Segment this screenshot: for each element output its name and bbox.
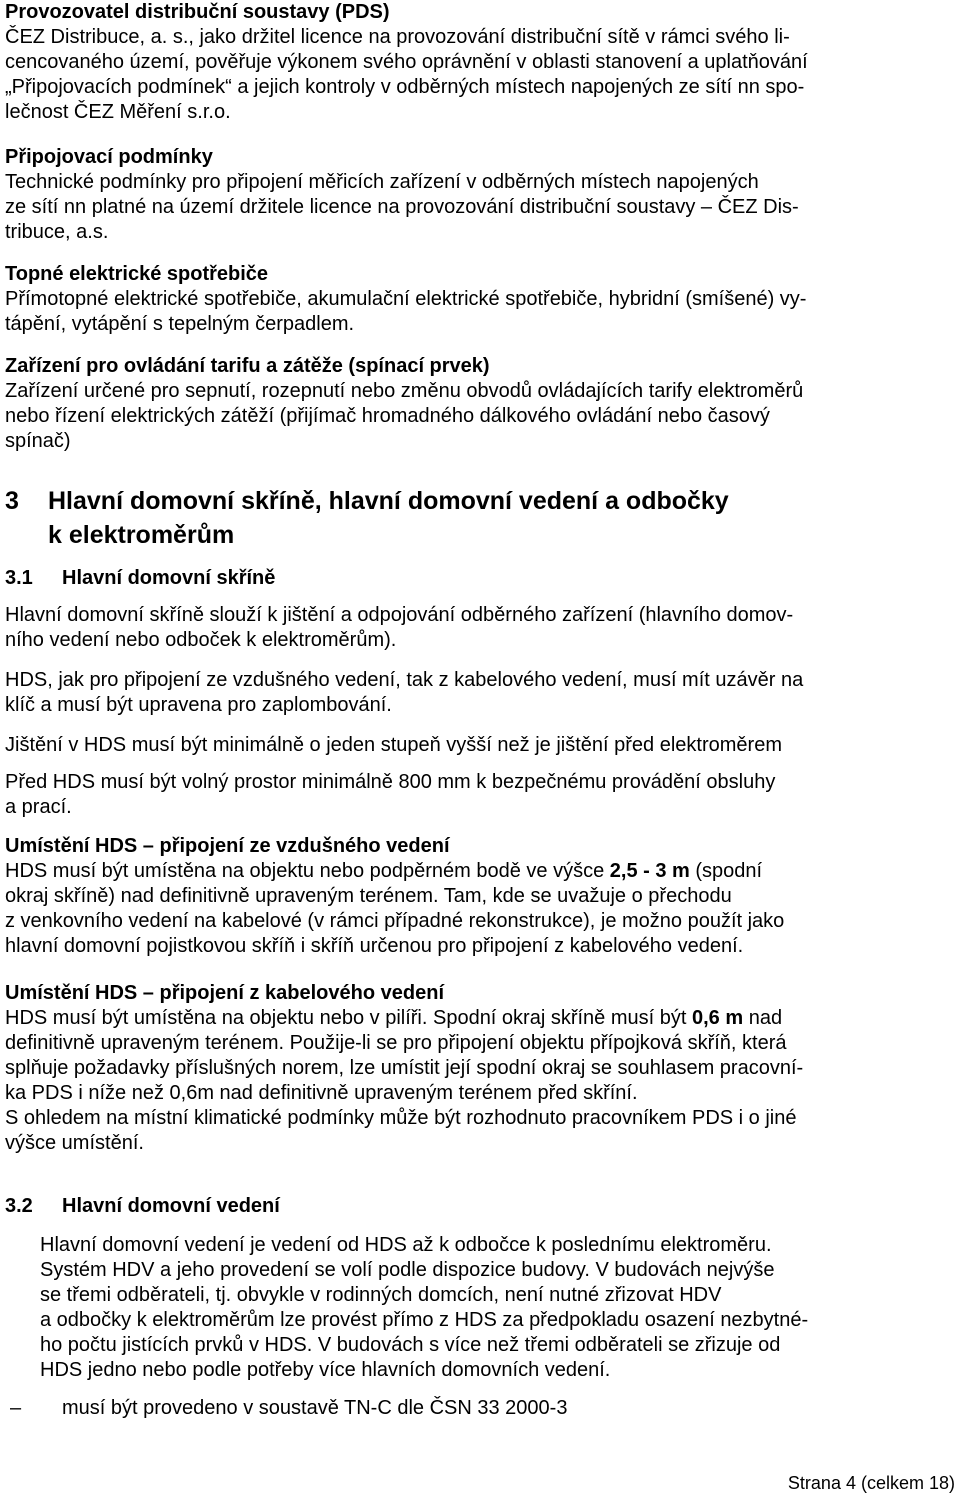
page-number: Strana 4 (celkem 18) [787,1473,955,1493]
height-value: 0,6 m [691,1007,744,1029]
paragraph-line: ka PDS i níže než 0,6m nad definitivně upraveným terénem před skříní. [5,1082,638,1104]
paragraph-line: okraj skříně) nad definitivně upraveným terénem. Tam, kde se uvažuje o přechodu [5,885,732,907]
hds-paragraph-3 [5,733,955,758]
definition-line: Technické podmínky pro připojení měřicích zařízení v odběrných místech napojených [5,171,759,193]
paragraph-line: Systém HDV a jeho provedení se volí podle dispozice budovy. V budovách nejvýše [40,1259,775,1281]
section-3-1-heading [5,566,955,591]
paragraph-line: Hlavní domovní vedení je vedení od HDS až k odbočce k poslednímu elektroměru. [40,1234,772,1256]
chapter-3-heading [5,484,955,554]
paragraph-line: Před HDS musí být volný prostor minimálně 800 mm k bezpečnému provádění obsluhy [5,771,776,793]
paragraph-line: splňuje požadavky příslušných norem, lze umístit její spodní okraj se souhlasem pracovní- [5,1057,804,1079]
subsection-title: Umístění HDS – připojení ze vzdušného vedení [5,835,450,857]
paragraph-line: ního vedení nebo odboček k elektroměrům). [5,629,397,651]
definition-line: tribuce, a.s. [5,221,109,243]
definition-line: Zařízení určené pro sepnutí, rozepnutí nebo změnu obvodů ovládajících tarify elektroměrů [5,380,804,402]
text-run: nad [743,1007,783,1029]
intro-paragraph [5,0,955,125]
hds-paragraph-1 [5,603,955,653]
definition-line: ze sítí nn platné na území držitele licence na provozování distribuční soustavy – ČEZ Dis- [5,196,799,218]
definition-line: tápění, vytápění s tepelným čerpadlem. [5,313,355,335]
paragraph-line: definitivně upraveným terénem. Použije-li se pro připojení objektu přípojková skříň, která [5,1032,787,1054]
paragraph-line: HDS jedno nebo podle potřeby více hlavních domovních vedení. [40,1359,611,1381]
intro-line: „Připojovacích podmínek“ a jejich kontroly v odběrných místech napojených ze sítí nn spo- [5,76,805,98]
paragraph-line [5,859,955,884]
paragraph-line [5,1006,955,1031]
hds-cable-connection [5,981,955,1156]
intro-line: ČEZ Distribuce, a. s., jako držitel licence na provozování distribuční sítě v rámci svého li- [5,26,790,48]
section-number: 3.1 [5,567,33,589]
hds-air-connection [5,834,955,959]
chapter-title-line: Hlavní domovní skříně, hlavní domovní vedení a odbočky [48,487,729,515]
chapter-title [48,484,908,552]
definition-line: spínač) [5,430,71,452]
intro-line: lečnost ČEZ Měření s.r.o. [5,101,231,123]
hds-paragraph-4 [5,770,955,820]
paragraph-line: hlavní domovní pojistkovou skříň i skříň určenou pro připojení z kabelového vedení. [5,935,744,957]
section-number: 3.2 [5,1195,33,1217]
paragraph-line: se třemi odběrateli, tj. obvykle v rodinných domcích, není nutné zřizovat HDV [40,1284,722,1306]
definition-line: nebo řízení elektrických zátěží (přijímač hromadného dálkového ovládání nebo časový [5,405,770,427]
text-run: HDS musí být umístěna na objektu nebo v pilíři. Spodní okraj skříně musí být [5,1007,692,1029]
bullet-marker: – [10,1397,22,1419]
bullet-item [5,1396,955,1421]
paragraph-line: Jištění v HDS musí být minimálně o jeden stupeň vyšší než je jištění před elektroměrem [5,734,782,756]
paragraph-line: Hlavní domovní skříně slouží k jištění a odpojování odběrného zařízení (hlavního domov- [5,604,794,626]
height-value: 2,5 - 3 m [609,860,690,882]
paragraph-line: klíč a musí být upravena pro zaplombování. [5,694,392,716]
hds-paragraph-2 [5,668,955,718]
definition-term: Zařízení pro ovládání tarifu a zátěže (spínací prvek) [5,355,490,377]
chapter-title-line: k elektroměrům [48,521,235,549]
paragraph-line: S ohledem na místní klimatické podmínky může být rozhodnuto pracovníkem PDS i o jiné [5,1107,797,1129]
paragraph-line: výšce umístění. [5,1132,144,1154]
section-title: Hlavní domovní skříně [62,567,276,589]
text-run: HDS musí být umístěna na objektu nebo podpěrném bodě ve výšce [5,860,610,882]
paragraph-line: HDS, jak pro připojení ze vzdušného vedení, tak z kabelového vedení, musí mít uzávěr na [5,669,804,691]
chapter-number: 3 [5,487,19,515]
definition-topne-spotrebice [5,262,955,337]
definition-pripojovaci-podminky [5,145,955,245]
bullet-text: musí být provedeno v soustavě TN-C dle ČSN 33 2000-3 [62,1397,568,1419]
paragraph-line: ho počtu jistících prvků v HDS. V budovách s více než třemi odběrateli se zřizuje od [40,1334,781,1356]
section-3-2-heading [5,1194,955,1219]
pds-title: Provozovatel distribuční soustavy (PDS) [5,1,390,23]
definition-zarizeni-tarif [5,354,955,454]
definition-line: Přímotopné elektrické spotřebiče, akumulační elektrické spotřebiče, hybridní (smíšené) vy- [5,288,807,310]
definition-term: Topné elektrické spotřebiče [5,263,269,285]
hdv-paragraph [40,1233,940,1383]
section-title: Hlavní domovní vedení [62,1195,280,1217]
definition-term: Připojovací podmínky [5,146,213,168]
paragraph-line: a odbočky k elektroměrům lze provést přímo z HDS za předpokladu osazení nezbytné- [40,1309,809,1331]
text-run: (spodní [689,860,763,882]
intro-line: cencovaného území, pověřuje výkonem svého oprávnění v oblasti stanovení a uplatňování [5,51,808,73]
paragraph-line: a prací. [5,796,72,818]
paragraph-line: z venkovního vedení na kabelové (v rámci případné rekonstrukce), je možno použít jako [5,910,785,932]
subsection-title: Umístění HDS – připojení z kabelového vedení [5,982,444,1004]
